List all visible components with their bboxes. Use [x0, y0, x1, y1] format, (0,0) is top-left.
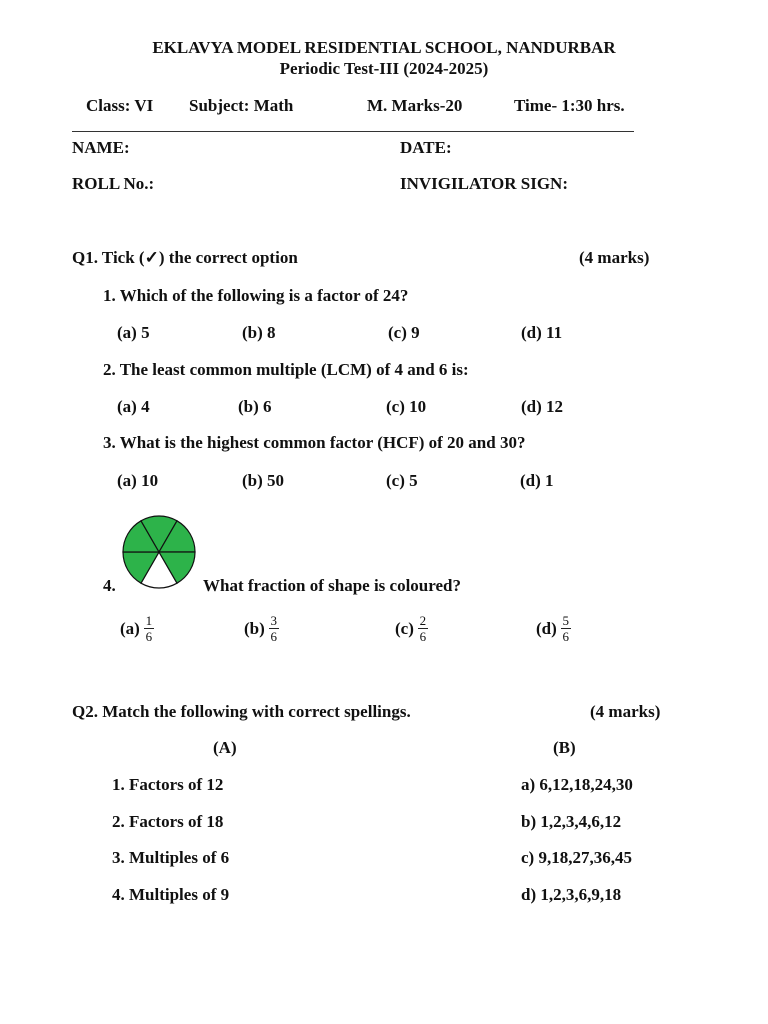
match-left-3: 3. Multiples of 6 — [112, 848, 230, 867]
fraction-denominator: 6 — [145, 628, 153, 644]
q1-2-option-d[interactable]: (d) 12 — [521, 397, 564, 416]
column-a-heading: (A) — [213, 738, 237, 757]
match-right-a: a) 6,12,18,24,30 — [521, 775, 633, 794]
q1-1-option-c[interactable]: (c) 9 — [388, 323, 420, 342]
fraction — [418, 614, 428, 643]
test-title: Periodic Test-III (2024-2025) — [279, 59, 489, 78]
roll-field-label: ROLL No.: — [72, 174, 155, 193]
q2-marks: (4 marks) — [590, 702, 661, 721]
option-label: (b) — [244, 619, 265, 639]
q1-1-option-a[interactable]: (a) 5 — [117, 323, 150, 342]
q1-4-option-c[interactable] — [395, 610, 428, 647]
q1-4-option-a[interactable] — [120, 610, 154, 647]
fraction — [561, 614, 571, 643]
fraction-denominator: 6 — [419, 628, 427, 644]
subject-label: Subject: Math — [189, 96, 294, 115]
time-label: Time- 1:30 hrs. — [514, 96, 625, 115]
q1-4-option-b[interactable] — [244, 610, 279, 647]
match-left-4: 4. Multiples of 9 — [112, 885, 230, 904]
header-divider — [72, 131, 634, 132]
fraction — [269, 614, 279, 643]
q1-4-question: What fraction of shape is coloured? — [203, 576, 461, 595]
q1-2-option-c[interactable]: (c) 10 — [386, 397, 427, 416]
fraction-numerator: 5 — [562, 612, 570, 628]
match-right-b: b) 1,2,3,4,6,12 — [521, 812, 622, 831]
q1-3-option-d[interactable]: (d) 1 — [520, 471, 554, 490]
q1-marks: (4 marks) — [579, 248, 650, 267]
fraction-numerator: 2 — [419, 612, 427, 628]
name-field-label: NAME: — [72, 138, 130, 157]
q1-4-option-d[interactable] — [536, 610, 571, 647]
match-left-2: 2. Factors of 18 — [112, 812, 224, 831]
q1-4-number: 4. — [103, 576, 116, 595]
q1-title: Q1. Tick (✓) the correct option — [72, 248, 298, 267]
max-marks-label: M. Marks-20 — [367, 96, 463, 115]
q1-2-option-a[interactable]: (a) 4 — [117, 397, 150, 416]
option-label: (d) — [536, 619, 557, 639]
invigilator-field-label: INVIGILATOR SIGN: — [400, 174, 568, 193]
q1-3-option-b[interactable]: (b) 50 — [242, 471, 285, 490]
option-label: (c) — [395, 619, 414, 639]
q1-3-question: 3. What is the highest common factor (HCF) of 20 and 30? — [103, 433, 526, 452]
column-b-heading: (B) — [553, 738, 576, 757]
q1-1-question: 1. Which of the following is a factor of 24? — [103, 286, 409, 305]
fraction-numerator: 3 — [270, 612, 278, 628]
q2-title: Q2. Match the following with correct spellings. — [72, 702, 411, 721]
fraction-pie-shape — [120, 513, 198, 591]
fraction — [144, 614, 154, 643]
match-right-c: c) 9,18,27,36,45 — [521, 848, 632, 867]
option-label: (a) — [120, 619, 140, 639]
q1-3-option-c[interactable]: (c) 5 — [386, 471, 418, 490]
q1-2-question: 2. The least common multiple (LCM) of 4 and 6 is: — [103, 360, 469, 379]
school-name: EKLAVYA MODEL RESIDENTIAL SCHOOL, NANDURBAR — [152, 38, 616, 57]
q1-2-option-b[interactable]: (b) 6 — [238, 397, 272, 416]
fraction-numerator: 1 — [145, 612, 153, 628]
fraction-denominator: 6 — [270, 628, 278, 644]
match-right-d: d) 1,2,3,6,9,18 — [521, 885, 622, 904]
class-label: Class: VI — [86, 96, 154, 115]
match-left-1: 1. Factors of 12 — [112, 775, 224, 794]
q1-1-option-d[interactable]: (d) 11 — [521, 323, 563, 342]
fraction-denominator: 6 — [562, 628, 570, 644]
date-field-label: DATE: — [400, 138, 452, 157]
q1-1-option-b[interactable]: (b) 8 — [242, 323, 276, 342]
q1-3-option-a[interactable]: (a) 10 — [117, 471, 159, 490]
